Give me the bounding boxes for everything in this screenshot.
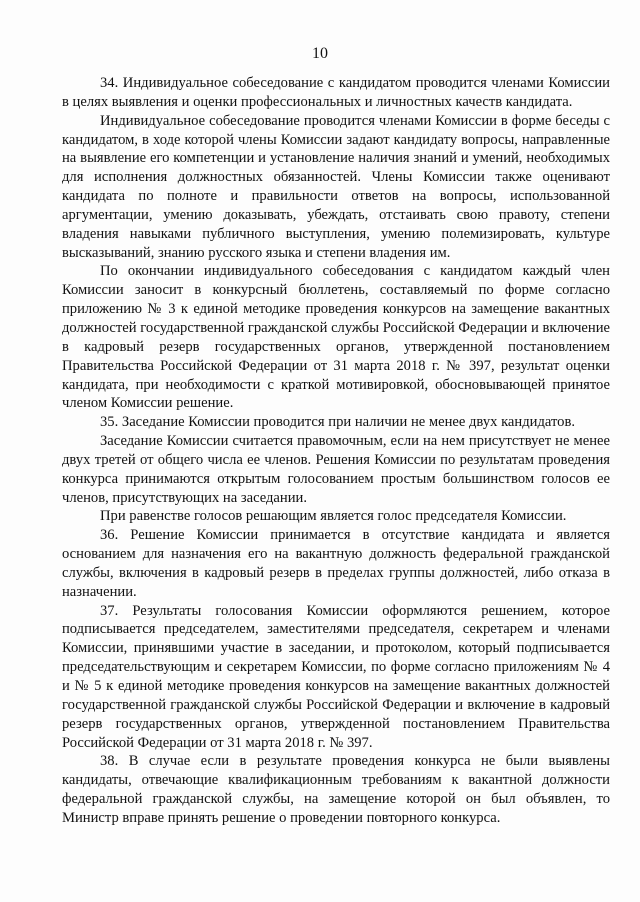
page-number: 10: [312, 45, 328, 62]
document-body: [62, 74, 610, 828]
paragraph-35-quorum: Заседание Комиссии считается правомочным, если на нем присутствует не менее двух третей от общего числа ее членов. Решения Комиссии по результатам проведения конкурса принимаются открытым голосованием простым большинством голосов ее членов, присутствующих на заседании.: [62, 433, 610, 506]
paragraph-34-interview-form: Индивидуальное собеседование проводится членами Комиссии в форме беседы с кандидатом, в ходе которой члены Комиссии задают кандидату вопросы, направленные на выявление его компетенции и установление наличия знаний и умений, необходимых для исполнения должностных обязанностей. Члены Комиссии также оценивают кандидата по полноте и правильности ответов на вопросы, использованной аргументации, умению доказывать, убеждать, отстаивать свою правоту, степени владения навыками публичного выступления, умению полемизировать, культуре высказываний, знанию русского языка и степени владения им.: [62, 112, 610, 261]
paragraph-38: 38. В случае если в результате проведения конкурса не были выявлены кандидаты, отвечающие квалификационным требованиям к вакантной должности федеральной гражданской службы, на замещение которой он был объявлен, то Министр вправе принять решение о проведении повторного конкурса.: [62, 753, 610, 826]
paragraph-34: 34. Индивидуальное собеседование с кандидатом проводится членами Комиссии в целях выявления и оценки профессиональных и личностных качеств кандидата.: [62, 75, 610, 110]
paragraph-35-tie-vote: При равенстве голосов решающим является голос председателя Комиссии.: [100, 508, 567, 525]
paragraph-35: 35. Заседание Комиссии проводится при наличии не менее двух кандидатов.: [100, 414, 576, 431]
paragraph-34-ballot: По окончании индивидуального собеседования с кандидатом каждый член Комиссии заносит в конкурсный бюллетень, составляемый по форме согласно приложению № 3 к единой методике проведения конкурсов на замещение вакантных должностей государственной гражданской службы Российской Федерации и включение в кадровый резерв государственных органов, утвержденной постановлением Правительства Российской Федерации от 31 марта 2018 г. № 397, результат оценки кандидата, при необходимости с краткой мотивировкой, обосновывающей принятое членом Комиссии решение.: [62, 263, 610, 412]
paragraph-37: 37. Результаты голосования Комиссии оформляются решением, которое подписывается председателем, заместителями председателя, секретарем и членами Комиссии, принявшими участие в заседании, и протоколом, который подписывается председательствующим и секретарем Комиссии, по форме согласно приложениям № 4 и № 5 к единой методике проведения конкурсов на замещение вакантных должностей государственной гражданской службы Российской Федерации и включение в кадровый резерв государственных органов, утвержденной постановлением Правительства Российской Федерации от 31 марта 2018 г. № 397.: [62, 602, 610, 751]
paragraph-36: 36. Решение Комиссии принимается в отсутствие кандидата и является основанием для назначения его на вакантную должность федеральной гражданской службы, включения в кадровый резерв в пределах группы должностей, либо отказа в назначении.: [62, 527, 610, 600]
